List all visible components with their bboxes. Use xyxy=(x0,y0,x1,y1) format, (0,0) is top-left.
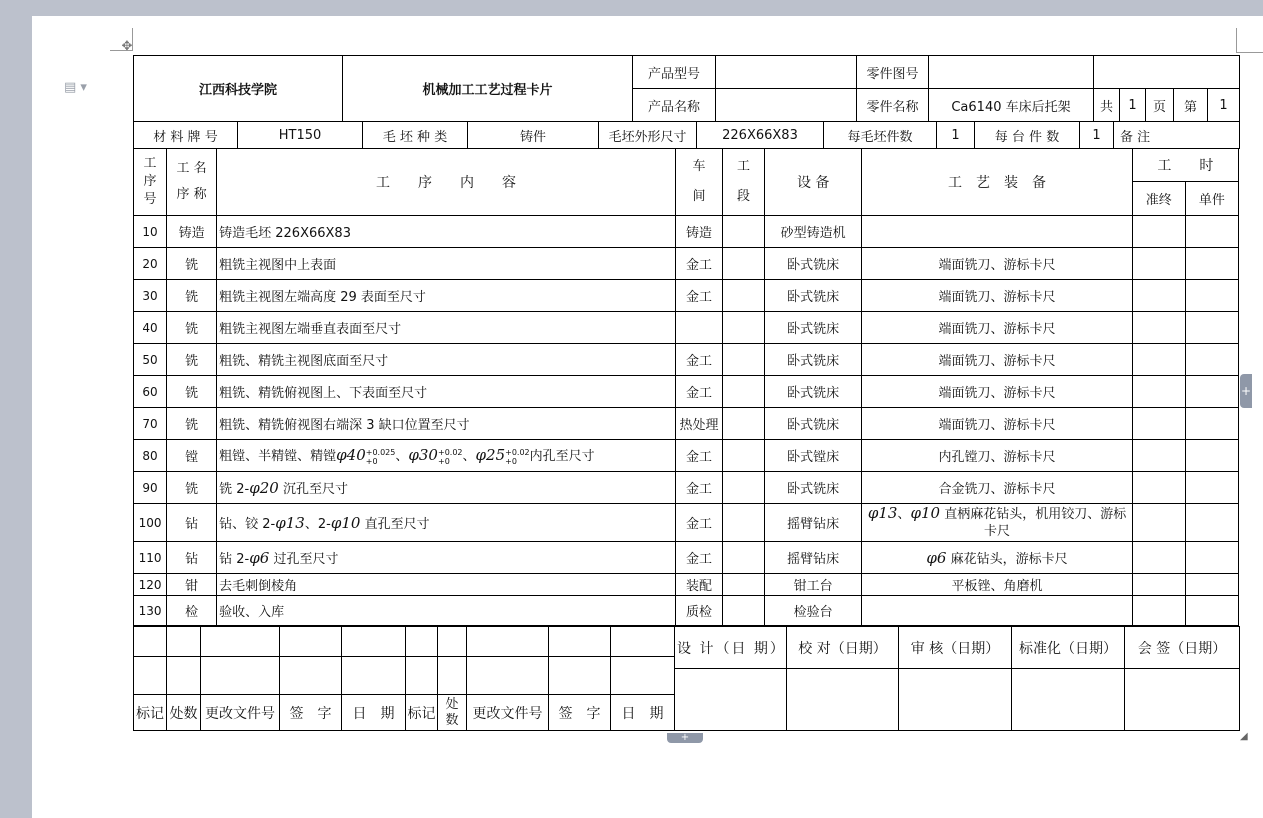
header-blank-cell[interactable] xyxy=(1094,56,1240,89)
page-unit-label: 页 xyxy=(1146,89,1174,122)
operations-table xyxy=(133,148,1239,626)
remarks-cell[interactable] xyxy=(1114,122,1240,149)
mark-label: 标记 xyxy=(134,695,167,731)
op-content[interactable]: 去毛刺倒棱角 xyxy=(217,574,676,596)
op-no: 40 xyxy=(134,312,167,344)
move-cross-icon[interactable]: ✥ xyxy=(121,39,133,54)
revision-cell[interactable] xyxy=(549,627,611,657)
material-table xyxy=(133,121,1240,149)
phi-symbol: φ xyxy=(408,446,419,465)
document-icon[interactable]: ▤ ▾ xyxy=(64,80,87,95)
revision-cell[interactable] xyxy=(438,627,467,657)
revision-cell[interactable] xyxy=(167,657,201,695)
col-workshop-line1: 车 xyxy=(692,159,706,174)
part-name-field[interactable]: Ca6140 车床后托架 xyxy=(929,89,1094,122)
school-name: 江西科技学院 xyxy=(134,56,343,122)
date-label: 日 期 xyxy=(342,695,406,731)
op-content[interactable]: 粗铣主视图左端高度 29 表面至尺寸 xyxy=(217,280,676,312)
op-prep-time[interactable] xyxy=(1132,596,1185,626)
op-no: 60 xyxy=(134,376,167,408)
op-content[interactable]: 粗铣主视图中上表面 xyxy=(217,248,676,280)
op-prep-time[interactable] xyxy=(1132,376,1185,408)
check-signature[interactable] xyxy=(787,669,899,731)
op-workshop: 装配 xyxy=(675,574,722,596)
count-label-line2: 数 xyxy=(445,712,459,728)
op-workshop: 金工 xyxy=(675,280,722,312)
blank-size-value[interactable]: 226X66X83 xyxy=(697,122,824,149)
phi-symbol: φ xyxy=(475,446,487,465)
revision-cell[interactable] xyxy=(342,657,406,695)
op-tooling: 端面铣刀、游标卡尺 xyxy=(862,248,1132,280)
op-unit-time[interactable] xyxy=(1185,408,1238,440)
op-tooling: 端面铣刀、游标卡尺 xyxy=(862,376,1132,408)
revision-cell[interactable] xyxy=(611,627,675,657)
op-name: 铣 xyxy=(167,344,217,376)
per-blank-label: 每毛坯件数 xyxy=(824,122,937,149)
revision-cell[interactable] xyxy=(201,657,280,695)
page-title: 机械加工工艺过程卡片 xyxy=(343,56,633,122)
op-equipment: 卧式铣床 xyxy=(765,376,862,408)
plus-icon[interactable]: + xyxy=(667,733,703,743)
table-row xyxy=(134,542,1239,574)
revision-cell[interactable] xyxy=(467,657,549,695)
hole-diameter: 20 xyxy=(259,479,279,497)
op-section[interactable] xyxy=(723,248,765,280)
col-workshop-line2: 间 xyxy=(692,189,706,204)
op-equipment: 检验台 xyxy=(765,596,862,626)
separator: 、2- xyxy=(304,517,331,532)
plus-icon[interactable]: + xyxy=(1240,374,1252,408)
countersign-label: 会 签（日期） xyxy=(1125,627,1240,669)
op-tooling xyxy=(862,596,1132,626)
op-prep-time[interactable] xyxy=(1132,248,1185,280)
product-name-label: 产品名称 xyxy=(633,89,716,122)
hole-diameter: 25 xyxy=(486,446,506,465)
op-unit-time[interactable] xyxy=(1185,504,1238,542)
op-equipment: 卧式镗床 xyxy=(765,440,862,472)
hole-diameter: 10 xyxy=(920,504,941,522)
op-workshop: 金工 xyxy=(675,344,722,376)
op-name: 铣 xyxy=(167,376,217,408)
revision-cell[interactable] xyxy=(611,657,675,695)
phi-symbol: φ xyxy=(249,479,260,497)
current-page-value[interactable]: 1 xyxy=(1208,89,1240,122)
col-op-name-line1: 工 名 xyxy=(176,161,207,176)
op-section[interactable] xyxy=(723,542,765,574)
op-prep-time[interactable] xyxy=(1132,440,1185,472)
check-label: 校 对（日期） xyxy=(787,627,899,669)
op-tooling-text: 麻花钻头，游标卡尺 xyxy=(950,552,1068,567)
op-tooling: 端面铣刀、游标卡尺 xyxy=(862,408,1132,440)
review-signature[interactable] xyxy=(899,669,1012,731)
op-equipment: 卧式铣床 xyxy=(765,472,862,504)
op-content-text: 铣 2- xyxy=(219,482,250,497)
tolerance-upper: +0.025 xyxy=(365,447,396,457)
op-no: 80 xyxy=(134,440,167,472)
per-machine-label: 每 台 件 数 xyxy=(975,122,1080,149)
op-workshop: 金工 xyxy=(675,440,722,472)
op-content[interactable] xyxy=(217,440,676,472)
total-pages-value[interactable]: 1 xyxy=(1120,89,1146,122)
hole-diameter: 13 xyxy=(285,514,305,532)
col-tooling: 工 艺 装 备 xyxy=(862,149,1132,216)
mark-label: 标记 xyxy=(406,695,438,731)
op-equipment: 卧式铣床 xyxy=(765,312,862,344)
op-prep-time[interactable] xyxy=(1132,472,1185,504)
op-name: 铣 xyxy=(167,472,217,504)
op-content[interactable] xyxy=(217,504,676,542)
phi-symbol: φ xyxy=(336,446,347,465)
op-no: 120 xyxy=(134,574,167,596)
resize-corner-icon[interactable]: ◢ xyxy=(1240,731,1248,742)
col-op-name-line2: 序 称 xyxy=(176,187,207,202)
op-unit-time[interactable] xyxy=(1185,542,1238,574)
op-tooling xyxy=(862,542,1132,574)
op-section[interactable] xyxy=(723,280,765,312)
col-section xyxy=(723,149,765,216)
hole-diameter: 30 xyxy=(418,446,438,465)
product-model-label: 产品型号 xyxy=(633,56,716,89)
table-row xyxy=(134,574,1239,596)
blank-type-value[interactable]: 铸件 xyxy=(468,122,599,149)
op-name: 铣 xyxy=(167,312,217,344)
op-prep-time[interactable] xyxy=(1132,542,1185,574)
op-name: 铸造 xyxy=(167,216,217,248)
op-content[interactable]: 铸造毛坯 226X66X83 xyxy=(217,216,676,248)
count-label xyxy=(438,695,467,731)
op-equipment: 摇臂钻床 xyxy=(765,542,862,574)
op-workshop: 金工 xyxy=(675,542,722,574)
op-unit-time[interactable] xyxy=(1185,376,1238,408)
col-op-no-line2: 序 xyxy=(143,174,157,189)
op-unit-time[interactable] xyxy=(1185,344,1238,376)
op-equipment: 卧式铣床 xyxy=(765,344,862,376)
standardization-signature[interactable] xyxy=(1012,669,1125,731)
op-unit-time[interactable] xyxy=(1185,312,1238,344)
phi-symbol: φ xyxy=(910,504,921,522)
op-section[interactable] xyxy=(723,312,765,344)
op-content-text: 直孔至尺寸 xyxy=(364,517,430,532)
count-label: 处数 xyxy=(167,695,201,731)
op-content-text: 钻 2- xyxy=(219,552,250,567)
op-no: 30 xyxy=(134,280,167,312)
col-op-name xyxy=(167,149,217,216)
op-name: 镗 xyxy=(167,440,217,472)
op-no: 20 xyxy=(134,248,167,280)
op-no: 100 xyxy=(134,504,167,542)
remarks-label: 备 注 xyxy=(1120,129,1151,145)
op-workshop: 铸造 xyxy=(675,216,722,248)
op-no: 70 xyxy=(134,408,167,440)
countersign-signature[interactable] xyxy=(1125,669,1240,731)
revision-cell[interactable] xyxy=(280,657,342,695)
op-content[interactable]: 验收、入库 xyxy=(217,596,676,626)
count-label-line1: 处 xyxy=(445,696,459,712)
op-content[interactable]: 粗铣、精铣俯视图右端深 3 缺口位置至尺寸 xyxy=(217,408,676,440)
op-section[interactable] xyxy=(723,574,765,596)
change-doc-label: 更改文件号 xyxy=(467,695,549,731)
op-name: 铣 xyxy=(167,408,217,440)
revision-cell[interactable] xyxy=(201,627,280,657)
revision-cell[interactable] xyxy=(406,657,438,695)
op-workshop: 金工 xyxy=(675,248,722,280)
table-row xyxy=(134,440,1239,472)
material-label: 材 料 牌 号 xyxy=(134,122,238,149)
revision-cell[interactable] xyxy=(467,627,549,657)
hole-diameter: 6 xyxy=(259,549,270,567)
op-section[interactable] xyxy=(723,440,765,472)
tolerance xyxy=(438,448,463,466)
op-unit-time[interactable] xyxy=(1185,574,1238,596)
op-section[interactable] xyxy=(723,216,765,248)
change-doc-label: 更改文件号 xyxy=(201,695,280,731)
op-tooling xyxy=(862,504,1132,542)
op-prep-time[interactable] xyxy=(1132,216,1185,248)
op-name: 钻 xyxy=(167,504,217,542)
table-row xyxy=(134,312,1239,344)
op-tooling: 平板锉、角磨机 xyxy=(862,574,1132,596)
op-section[interactable] xyxy=(723,472,765,504)
op-equipment: 钳工台 xyxy=(765,574,862,596)
op-name: 铣 xyxy=(167,280,217,312)
op-no: 130 xyxy=(134,596,167,626)
per-blank-value[interactable]: 1 xyxy=(937,122,975,149)
tolerance xyxy=(366,448,396,466)
table-row xyxy=(134,504,1239,542)
op-content-text: 过孔至尺寸 xyxy=(273,552,339,567)
date-label: 日 期 xyxy=(611,695,675,731)
footer-table xyxy=(133,626,1240,731)
revision-cell[interactable] xyxy=(438,657,467,695)
op-prep-time[interactable] xyxy=(1132,504,1185,542)
op-unit-time[interactable] xyxy=(1185,440,1238,472)
hole-diameter: 6 xyxy=(936,549,947,567)
op-tooling: 内孔镗刀、游标卡尺 xyxy=(862,440,1132,472)
separator: 、 xyxy=(897,507,911,522)
op-content[interactable]: 粗铣、精铣俯视图上、下表面至尺寸 xyxy=(217,376,676,408)
table-row xyxy=(134,344,1239,376)
op-no: 110 xyxy=(134,542,167,574)
op-workshop: 金工 xyxy=(675,376,722,408)
revision-cell[interactable] xyxy=(167,627,201,657)
col-op-no-line3: 号 xyxy=(143,192,157,207)
op-equipment: 摇臂钻床 xyxy=(765,504,862,542)
hole-diameter: 13 xyxy=(878,504,898,522)
col-equipment: 设 备 xyxy=(765,149,862,216)
op-unit-time[interactable] xyxy=(1185,472,1238,504)
col-hours: 工 时 xyxy=(1132,149,1238,182)
op-no: 10 xyxy=(134,216,167,248)
op-equipment: 砂型铸造机 xyxy=(765,216,862,248)
op-workshop xyxy=(675,312,722,344)
table-row xyxy=(134,280,1239,312)
col-content: 工 序 内 容 xyxy=(217,149,676,216)
col-workshop xyxy=(675,149,722,216)
op-content[interactable] xyxy=(217,542,676,574)
part-drawing-no-label: 零件图号 xyxy=(857,56,929,89)
phi-symbol: φ xyxy=(867,504,879,522)
op-workshop: 金工 xyxy=(675,472,722,504)
col-section-line2: 段 xyxy=(737,189,751,204)
total-pages-label: 共 xyxy=(1094,89,1120,122)
crop-mark-top-right xyxy=(1236,28,1263,53)
phi-symbol: φ xyxy=(249,549,260,567)
op-no: 50 xyxy=(134,344,167,376)
op-tooling: 合金铣刀、游标卡尺 xyxy=(862,472,1132,504)
part-drawing-no-field[interactable] xyxy=(929,56,1094,89)
design-signature[interactable] xyxy=(675,669,787,731)
current-page-label: 第 xyxy=(1174,89,1208,122)
op-unit-time[interactable] xyxy=(1185,596,1238,626)
col-prep-time: 准终 xyxy=(1132,182,1185,216)
op-section[interactable] xyxy=(723,596,765,626)
tolerance xyxy=(505,448,530,466)
op-unit-time[interactable] xyxy=(1185,216,1238,248)
op-tooling-text: 直柄麻花钻头，机用铰刀、游标卡尺 xyxy=(944,507,1127,539)
op-section[interactable] xyxy=(723,376,765,408)
op-tooling xyxy=(862,216,1132,248)
blank-type-label: 毛 坯 种 类 xyxy=(363,122,468,149)
op-workshop: 质检 xyxy=(675,596,722,626)
phi-symbol: φ xyxy=(330,514,342,532)
op-section[interactable] xyxy=(723,408,765,440)
op-tooling: 端面铣刀、游标卡尺 xyxy=(862,280,1132,312)
revision-cell[interactable] xyxy=(549,657,611,695)
design-label: 设 计（日 期） xyxy=(675,627,787,669)
op-tooling: 端面铣刀、游标卡尺 xyxy=(862,312,1132,344)
table-row xyxy=(134,248,1239,280)
op-content-text: 粗镗、半精镗、精镗 xyxy=(219,449,337,465)
op-name: 检 xyxy=(167,596,217,626)
op-equipment: 卧式铣床 xyxy=(765,248,862,280)
review-label: 审 核（日期） xyxy=(899,627,1012,669)
col-op-no xyxy=(134,149,167,216)
hole-diameter: 40 xyxy=(346,446,366,465)
op-name: 钻 xyxy=(167,542,217,574)
op-content[interactable]: 粗铣主视图左端垂直表面至尺寸 xyxy=(217,312,676,344)
phi-symbol: φ xyxy=(926,549,937,567)
op-prep-time[interactable] xyxy=(1132,280,1185,312)
tolerance-lower: +0 xyxy=(365,456,378,466)
op-workshop: 热处理 xyxy=(675,408,722,440)
header-table xyxy=(133,55,1240,122)
standardization-label: 标准化（日期） xyxy=(1012,627,1125,669)
op-tooling: 端面铣刀、游标卡尺 xyxy=(862,344,1132,376)
table-row xyxy=(134,472,1239,504)
op-prep-time[interactable] xyxy=(1132,574,1185,596)
phi-symbol: φ xyxy=(275,514,286,532)
op-section[interactable] xyxy=(723,504,765,542)
op-prep-time[interactable] xyxy=(1132,312,1185,344)
separator: 、 xyxy=(462,449,476,465)
op-content[interactable] xyxy=(217,472,676,504)
product-model-field[interactable] xyxy=(716,56,857,89)
op-unit-time[interactable] xyxy=(1185,248,1238,280)
hole-diameter: 10 xyxy=(341,514,361,532)
separator: 、 xyxy=(395,449,409,465)
blank-size-label: 毛坯外形尺寸 xyxy=(599,122,697,149)
col-section-line1: 工 xyxy=(737,159,751,174)
op-workshop: 金工 xyxy=(675,504,722,542)
table-row xyxy=(134,596,1239,626)
op-unit-time[interactable] xyxy=(1185,280,1238,312)
op-section[interactable] xyxy=(723,344,765,376)
tolerance-upper: +0.02 xyxy=(505,447,530,457)
op-content-text: 钻、铰 2- xyxy=(219,517,276,532)
tolerance-upper: +0.02 xyxy=(437,447,463,457)
table-row xyxy=(134,376,1239,408)
product-name-field[interactable] xyxy=(716,89,857,122)
per-machine-value[interactable]: 1 xyxy=(1080,122,1114,149)
sign-label: 签 字 xyxy=(549,695,611,731)
op-no: 90 xyxy=(134,472,167,504)
op-content-text: 沉孔至尺寸 xyxy=(282,482,348,497)
op-name: 钳 xyxy=(167,574,217,596)
col-unit-time: 单件 xyxy=(1185,182,1238,216)
material-value[interactable]: HT150 xyxy=(238,122,363,149)
op-name: 铣 xyxy=(167,248,217,280)
sign-label: 签 字 xyxy=(280,695,342,731)
op-equipment: 卧式铣床 xyxy=(765,280,862,312)
revision-cell[interactable] xyxy=(134,627,167,657)
tolerance-lower: +0 xyxy=(437,456,450,466)
col-op-no-line1: 工 xyxy=(143,156,157,171)
op-prep-time[interactable] xyxy=(1132,408,1185,440)
table-row xyxy=(134,216,1239,248)
op-equipment: 卧式铣床 xyxy=(765,408,862,440)
revision-cell[interactable] xyxy=(134,657,167,695)
revision-cell[interactable] xyxy=(342,627,406,657)
tolerance-lower: +0 xyxy=(505,456,517,466)
op-content-text: 内孔至尺寸 xyxy=(529,449,595,465)
op-prep-time[interactable] xyxy=(1132,344,1185,376)
op-content[interactable]: 粗铣、精铣主视图底面至尺寸 xyxy=(217,344,676,376)
part-name-label: 零件名称 xyxy=(857,89,929,122)
revision-cell[interactable] xyxy=(280,627,342,657)
table-row xyxy=(134,408,1239,440)
revision-cell[interactable] xyxy=(406,627,438,657)
